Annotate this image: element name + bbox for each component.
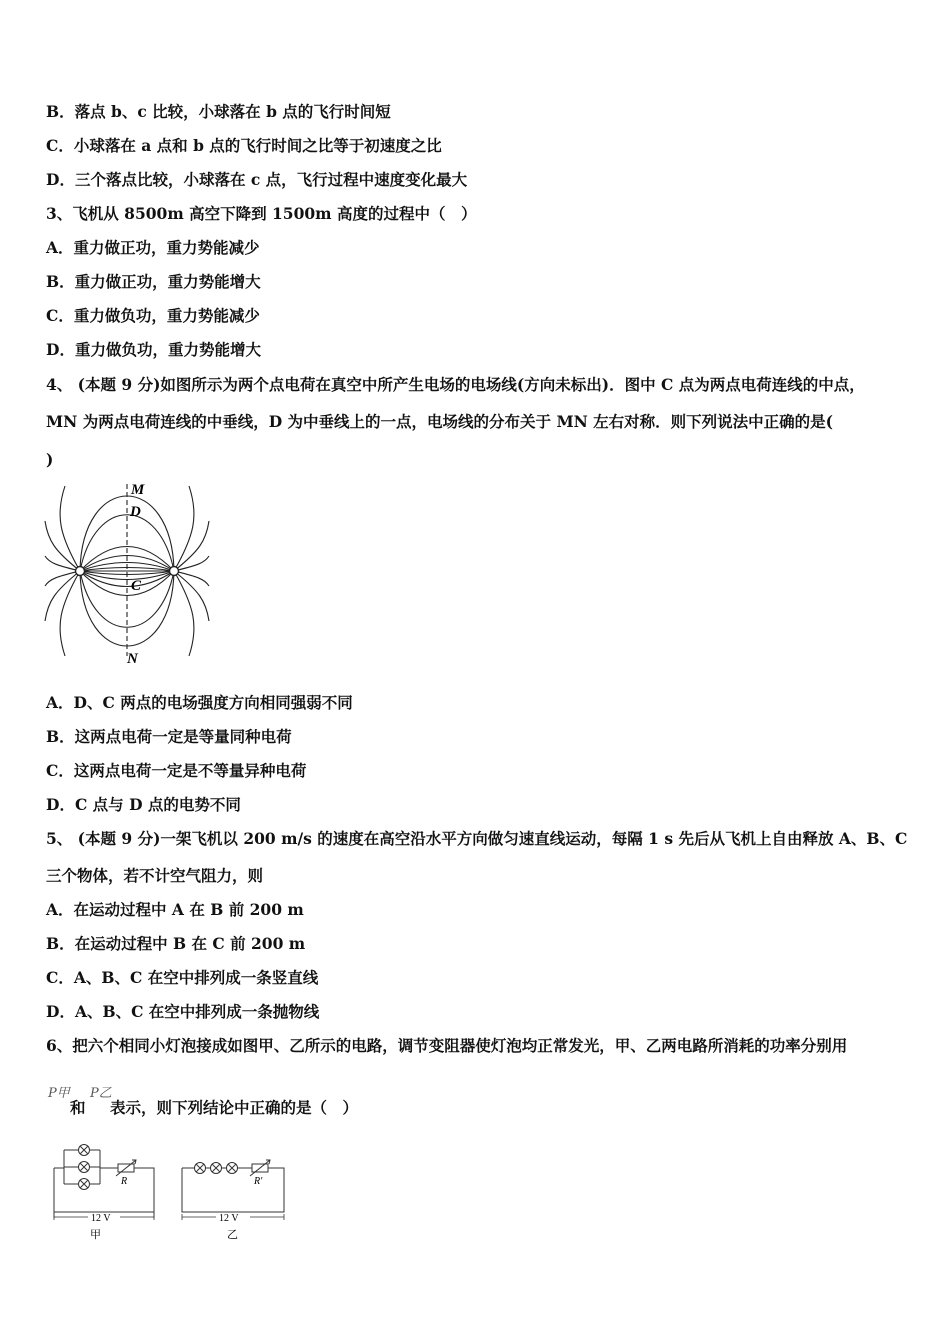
circuit-jia (54, 1145, 154, 1219)
left-charge (76, 567, 85, 576)
field-line (45, 521, 80, 571)
field-line (174, 571, 209, 586)
field-line (174, 556, 209, 571)
q4-stem-line2: MN 为两点电荷连线的中垂线，D 为中垂线上的一点，电场线的分布关于 MN 左右对称．则下列说法中正确的是( (46, 412, 834, 431)
q4-stem-line1: 4、 (本题 9 分)如图所示为两个点电荷在真空中所产生电场的电场线(方向未标出)．图中 C 点为两点电荷连线的中点， (46, 375, 865, 394)
jia-label: 甲 (90, 1229, 101, 1241)
q2-option-d: D．三个落点比较，小球落在 c 点，飞行过程中速度变化最大 (46, 170, 468, 189)
label-n: N (127, 651, 138, 667)
q5-stem-line1: 5、 (本题 9 分)一架飞机以 200 m/s 的速度在高空沿水平方向做匀速直线运动，每隔 1 s 先后从飞机上自由释放 A、B、C (46, 829, 908, 848)
q3-stem: 3、飞机从 8500m 高空下降到 1500m 高度的过程中（ ） (46, 204, 477, 223)
q2-option-b: B．落点 b、c 比较，小球落在 b 点的飞行时间短 (46, 102, 391, 121)
field-line (174, 486, 194, 571)
label-d: D (130, 504, 141, 520)
q4-option-d: D．C 点与 D 点的电势不同 (46, 795, 241, 814)
q5-stem-line2: 三个物体，若不计空气阻力，则 (46, 866, 264, 885)
q4-option-a: A．D、C 两点的电场强度方向相同强弱不同 (46, 693, 353, 712)
q6-stem-line1: 6、把六个相同小灯泡接成如图甲、乙所示的电路，调节变阻器使灯泡均正常发光，甲、乙两电路所消耗的功率分别用 (46, 1036, 848, 1055)
yi-label: 乙 (227, 1229, 238, 1241)
jia-resistor-label: R (121, 1176, 128, 1187)
jia-voltage: 12 V (91, 1213, 111, 1224)
yi-resistor-label: R' (254, 1176, 263, 1187)
q4-option-c: C．这两点电荷一定是不等量异种电荷 (46, 761, 307, 780)
q3-option-c: C．重力做负功，重力势能减少 (46, 306, 260, 325)
q5-option-b: B．在运动过程中 B 在 C 前 200 m (46, 934, 306, 953)
p-jia-symbol: P甲 (48, 1086, 70, 1101)
q5-option-c: C．A、B、C 在空中排列成一条竖直线 (46, 968, 319, 987)
yi-voltage: 12 V (219, 1213, 239, 1224)
q5-option-d: D．A、B、C 在空中排列成一条抛物线 (46, 1002, 320, 1021)
field-line (45, 556, 80, 571)
q3-option-a: A．重力做正功，重力势能减少 (46, 238, 260, 257)
label-m: M (131, 482, 145, 498)
field-line (174, 571, 194, 656)
p-yi-symbol: P乙 (90, 1086, 112, 1101)
field-line (174, 521, 209, 571)
electric-field-lines-figure (40, 476, 220, 671)
circuit-yi (182, 1160, 284, 1212)
q4-stem-line3: ) (46, 450, 54, 469)
conjunction-he: 和 (70, 1098, 86, 1117)
field-line (45, 571, 80, 586)
field-line (60, 571, 80, 656)
label-c: C (131, 578, 142, 594)
q2-option-c: C．小球落在 a 点和 b 点的飞行时间之比等于初速度之比 (46, 136, 442, 155)
q3-option-d: D．重力做负功，重力势能增大 (46, 340, 261, 359)
field-line (45, 571, 80, 621)
circuit-diagrams-figure (46, 1140, 296, 1244)
q5-option-a: A．在运动过程中 A 在 B 前 200 m (46, 900, 304, 919)
field-line (174, 571, 209, 621)
right-charge (170, 567, 179, 576)
q3-option-b: B．重力做正功，重力势能增大 (46, 272, 261, 291)
q6-stem-tail: 表示，则下列结论中正确的是（ ） (110, 1098, 359, 1117)
field-line (60, 486, 80, 571)
q4-option-b: B．这两点电荷一定是等量同种电荷 (46, 727, 292, 746)
